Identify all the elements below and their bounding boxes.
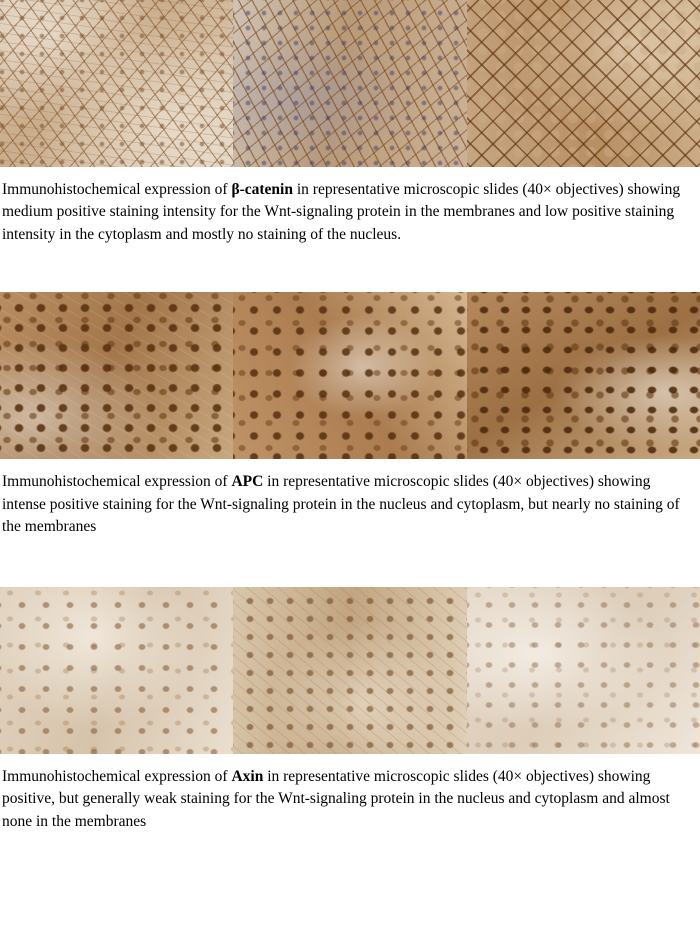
figure-axin [0, 587, 700, 833]
caption-tail-text: in representative microscopic slides (40× objectives) showing positive, but generally weak staining for the Wnt-signaling protein in the nucleus and cytoplasm and almost none in the membranes [2, 767, 670, 830]
caption-protein-name: β-catenin [231, 181, 293, 198]
micrograph-row-axin [0, 587, 700, 754]
micrograph-row-beta-catenin [0, 0, 700, 167]
caption-tail-text: in representative microscopic slides (40× objectives) showing intense positive staining for the Wnt-signaling protein in the nucleus and cytoplasm, but nearly no staining of the membranes [2, 473, 680, 536]
micrograph-axin-2 [233, 587, 467, 754]
caption-tail-text: in representative microscopic slides (40× objectives) showing medium positive staining intensity for the Wnt-signaling protein in the membranes and low positive staining intensity in the cytoplasm and mostly no staining of the nucleus. [2, 181, 681, 243]
micrograph-axin-1 [0, 587, 233, 754]
spacer-2 [0, 539, 700, 587]
caption-protein-name: Axin [231, 767, 264, 785]
caption-lead-text: Immunohistochemical expression of [2, 767, 232, 785]
figure-beta-catenin [0, 0, 700, 246]
micrograph-apc-2 [233, 292, 467, 459]
micrograph-row-apc [0, 292, 700, 459]
figure-caption-apc [0, 459, 700, 538]
spacer-1 [0, 246, 700, 292]
caption-lead-text: Immunohistochemical expression of [2, 181, 232, 198]
micrograph-axin-3 [467, 587, 700, 754]
figure-caption-axin [0, 754, 700, 833]
micrograph-apc-1 [0, 292, 233, 459]
caption-protein-name: APC [231, 473, 264, 491]
micrograph-beta-catenin-1 [0, 0, 233, 167]
figure-caption-beta-catenin [0, 167, 700, 246]
micrograph-beta-catenin-2 [233, 0, 467, 167]
micrograph-beta-catenin-3 [467, 0, 700, 167]
figure-apc [0, 292, 700, 538]
micrograph-apc-3 [467, 292, 700, 459]
caption-lead-text: Immunohistochemical expression of [2, 473, 232, 491]
